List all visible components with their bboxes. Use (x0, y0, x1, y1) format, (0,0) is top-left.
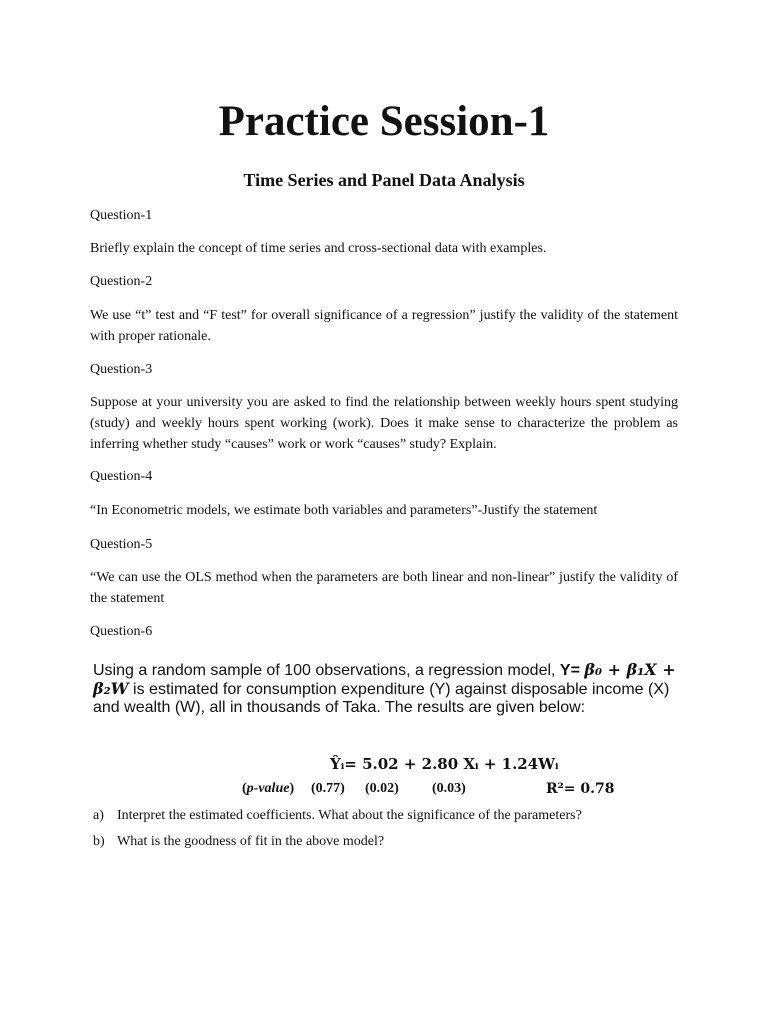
question-2-text: We use “t” test and “F test” for overall significance of a regression” justify the validity of the statement with proper rationale. (90, 308, 678, 344)
question-5-text: “We can use the OLS method when the parameters are both linear and non-linear” justify the validity of the statement (90, 570, 678, 606)
model-w-term: β₂W (93, 679, 129, 698)
pvalue-label-text: p-value (246, 781, 290, 796)
list-item-b (93, 832, 384, 852)
list-item-label: b) (93, 834, 105, 849)
pvalue-w: (0.03) (432, 781, 466, 796)
model-equation: β₀ + β₁X + (584, 660, 676, 679)
model-y: Y= (559, 662, 585, 679)
list-item-text: Interpret the estimated coefficients. What about the significance of the parameters? (117, 808, 582, 823)
question-1-heading: Question-1 (90, 208, 153, 223)
intro-text-1: Using a random sample of 100 observations, a regression model, (93, 662, 560, 679)
r-squared: R²= 0.78 (546, 781, 615, 797)
list-item-text: What is the goodness of fit in the above model? (117, 834, 385, 849)
pvalue-intercept: (0.77) (311, 781, 345, 796)
question-5-heading: Question-5 (90, 537, 153, 552)
page-subtitle: Time Series and Panel Data Analysis (243, 170, 525, 190)
question-4-heading: Question-4 (90, 469, 153, 484)
question-3-text: Suppose at your university you are asked to find the relationship between weekly hours spent studying (study) and weekly hours spent working (work). Does it make sense to characterize the problem as inferring whether study “causes” work or work “causes” study? Explain. (90, 395, 678, 452)
question-2-heading: Question-2 (90, 274, 153, 289)
page-title: Practice Session-1 (218, 98, 550, 145)
pvalue-label: (p-value) (242, 781, 295, 796)
question-6-intro (93, 661, 678, 717)
list-item-a (93, 806, 582, 826)
question-3-heading: Question-3 (90, 362, 153, 377)
question-1-text: Briefly explain the concept of time series and cross-sectional data with examples. (90, 241, 547, 256)
pvalue-x: (0.02) (365, 781, 399, 796)
list-item-label: a) (93, 808, 104, 823)
question-4-text: “In Econometric models, we estimate both variables and parameters”-Justify the statement (90, 503, 598, 518)
question-6-heading: Question-6 (90, 624, 153, 639)
regression-equation: Ŷᵢ= 5.02 + 2.80 Xᵢ + 1.24Wᵢ (330, 755, 559, 773)
intro-text-2: is estimated for consumption expenditure (Y) against disposable income (X) and wealth (W), all in thousands of Taka. The results are given below: (93, 681, 670, 716)
